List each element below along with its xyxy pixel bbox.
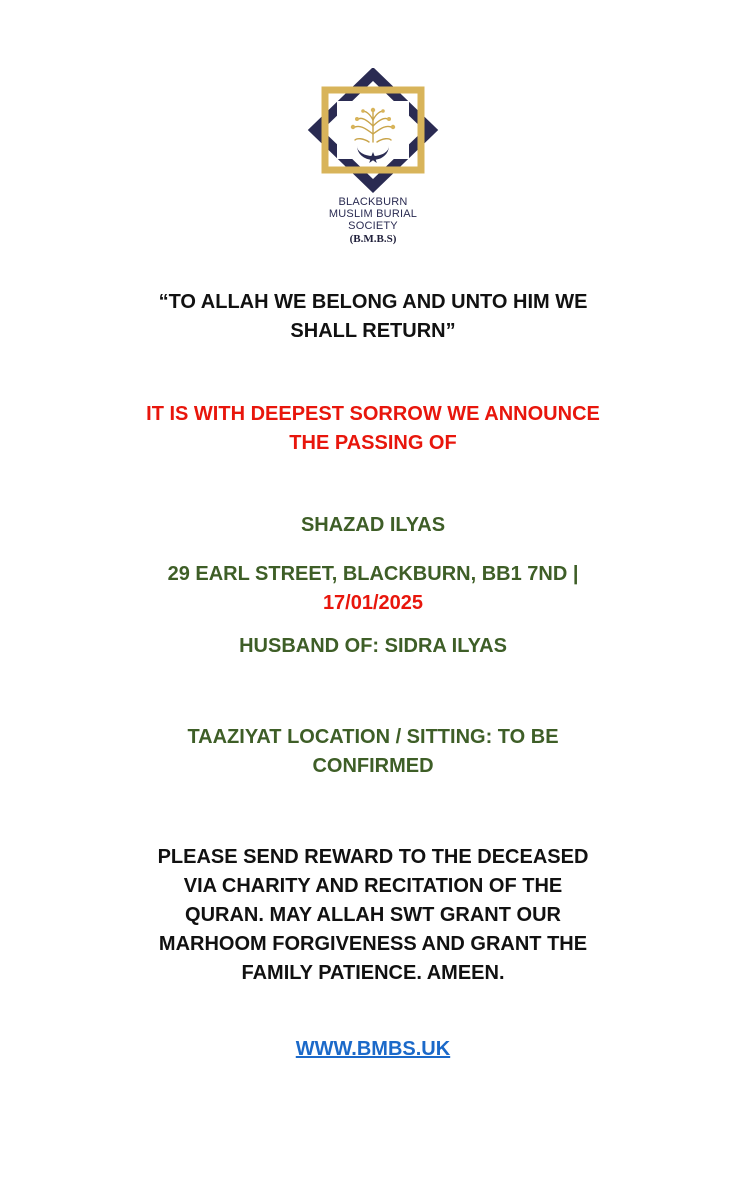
deceased-address: 29 EARL STREET, BLACKBURN, BB1 7ND | [167,563,579,585]
taaziyat-line: TAAZIYAT LOCATION / SITTING: TO BE [187,726,559,748]
deceased-name: SHAZAD ILYAS [300,514,446,536]
logo-line: MUSLIM BURIAL [328,208,418,220]
announcement-line: THE PASSING OF [289,432,457,454]
verse-line: SHALL RETURN” [290,320,456,342]
taaziyat-line: CONFIRMED [312,755,434,777]
star-and-crescent-floral-emblem-icon [293,68,453,198]
closing-line: FAMILY PATIENCE. AMEEN. [241,962,505,984]
closing-line: PLEASE SEND REWARD TO THE DECEASED [157,846,589,868]
logo-abbreviation: (B.M.B.S) [349,233,397,245]
logo-line: SOCIETY [348,220,398,232]
deceased-address-date [0,560,746,618]
closing-line: QURAN. MAY ALLAH SWT GRANT OUR [185,904,561,926]
logo-line: BLACKBURN [338,196,408,208]
announcement-text [0,400,746,458]
website-row [0,1035,746,1064]
deceased-date: 17/01/2025 [322,592,424,614]
deceased-relation: HUSBAND OF: SIDRA ILYAS [239,635,507,657]
closing-line: MARHOOM FORGIVENESS AND GRANT THE [158,933,588,955]
website-link[interactable]: WWW.BMBS.UK [295,1038,451,1060]
verse-line: “TO ALLAH WE BELONG AND UNTO HIM WE [158,291,588,313]
announcement-line: IT IS WITH DEEPEST SORROW WE ANNOUNCE [146,403,600,425]
closing-message [0,843,746,988]
bmbs-logo [293,68,453,248]
closing-line: VIA CHARITY AND RECITATION OF THE [183,875,563,897]
taaziyat-text [0,723,746,781]
verse-text [0,288,746,346]
logo-wordmark [293,196,453,232]
